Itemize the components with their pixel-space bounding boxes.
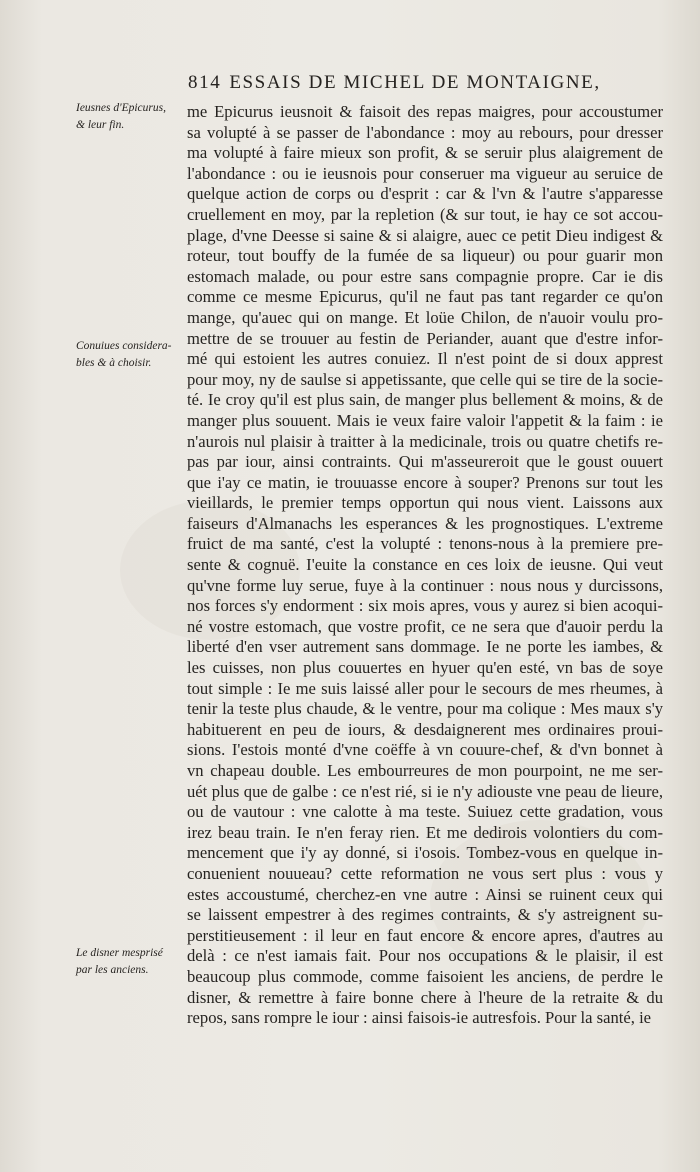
margin-note: [76, 945, 186, 979]
text-line: ma volupté à faire mieux son profit, & se seruir plus alaigrement de: [187, 143, 663, 163]
text-line: ou de vautour : vne calotte à ma teste. Suiuez cette gradation, vous: [187, 802, 663, 822]
margin-note-line: Ieusnes d'Epicurus,: [76, 102, 166, 114]
text-line: pour moy, ny de saulse si appetissante, que celle qui se tire de la socie-: [187, 369, 663, 389]
text-line: n'aurois nul plaisir à traitter à la medicinale, trois ou quatre chetifs re-: [187, 431, 663, 451]
text-line: qu'vne forme luy serue, fuye à la continuer : nous nous y durcissons,: [187, 575, 663, 595]
page-number: 814: [188, 72, 222, 93]
text-line: mencement que i'y ay donné, si i'osois. Tombez-vous en quelque in-: [187, 843, 663, 863]
text-line: manger plus souuent. Mais ie veux faire valoir l'appetit & la faim : ie: [187, 410, 663, 430]
text-line: té. Ie croy qu'il est plus sain, de manger plus bellement & moins, & de: [187, 390, 663, 410]
text-line: irez beau train. Ie n'en feray rien. Et me dedirois volontiers du com-: [187, 822, 663, 842]
margin-note-line: Le disner mesprisé: [76, 947, 163, 959]
text-line: uét plus que de galbe : ce n'est rié, si ie n'y adiouste vne peau de lieure,: [187, 781, 663, 801]
text-line: me Epicurus ieusnoit & faisoit des repas maigres, pour accoustumer: [187, 102, 663, 121]
text-line: roteur, tout bouffy de la fumée de sa liqueur) ou pour guarir mon: [187, 246, 663, 266]
text-line: conuenient nouueau? cette reformation ne vous sert plus : vous y: [187, 863, 663, 883]
margin-note-line: & leur fin.: [76, 119, 125, 131]
text-line: vieillards, le premier temps opportun qui nous vient. Laissons aux: [187, 493, 663, 513]
text-line: mange, qu'auec qui on mange. Et loüe Chilon, de n'auoir voulu pro-: [187, 307, 663, 327]
margin-note: [76, 338, 186, 372]
text-line: delà : ce n'est iamais fait. Pour nos occupations & le plaisir, il est: [187, 946, 663, 966]
text-line: plage, d'vne Deesse si saine & si alaigre, auec ce petit Dieu indigest &: [187, 225, 663, 245]
text-line: mettre de se trouuer au festin de Periander, auant que d'estre infor-: [187, 328, 663, 348]
margin-note-line: Conuiues considera-: [76, 340, 172, 352]
text-line: cruellement en moy, par la repletion (& sur tout, ie hay ce sot accou-: [187, 204, 663, 224]
text-line: se laissent empestrer à des regimes contraints, & s'y astreignent su-: [187, 905, 663, 925]
margin-note-line: par les anciens.: [76, 964, 149, 976]
text-line: tout simple : Ie me suis laissé aller pour le secours de mes rheumes, à: [187, 678, 663, 698]
text-line: estes accoustumé, cherchez-en vne autre : Ainsi se ruinent ceux qui: [187, 884, 663, 904]
text-line: sions. I'estois monté d'vne coëffe à vn couure-chef, & d'vn bonnet à: [187, 740, 663, 760]
running-title: ESSAIS DE MICHEL DE MONTAIGNE,: [229, 72, 601, 93]
text-line: les cuisses, non plus couuertes en hyuer qu'en esté, vn bas de soye: [187, 658, 663, 678]
text-line: beaucoup plus commode, comme faisoient les anciens, de perdre le: [187, 966, 663, 986]
text-line: pas par iour, ainsi contraints. Qui m'asseureroit que le goust ouuert: [187, 452, 663, 472]
text-line: quelque action de corps ou d'esprit : car & l'vn & l'autre s'apparesse: [187, 184, 663, 204]
text-line: estomach malade, ou pour estre sans compagnie propre. Car ie dis: [187, 266, 663, 286]
text-line: que i'ay ce matin, ie trouuasse encore à souper? Prenons sur tout les: [187, 472, 663, 492]
text-line: faiseurs d'Almanachs les esperances & les prognostiques. L'extreme: [187, 513, 663, 533]
text-line: repos, sans rompre le iour : ainsi faisois-ie autresfois. Pour la santé, ie: [187, 1008, 652, 1028]
text-line: perstitieusement : il leur en faut encore & encore apres, d'autres au: [187, 925, 663, 945]
text-line: vn chapeau double. Les embourreures de mon pourpoint, ne me ser-: [187, 761, 663, 780]
text-line: mé qui estoient les autres conuiez. Il n'est point de si doux apprest: [187, 349, 663, 369]
text-line: tenir la teste plus chaude, & le ventre, pour ma colique : Mes maux s'y: [187, 699, 663, 719]
body-text: [187, 102, 663, 1029]
text-line: disner, & remettre à faire bonne chere à l'heure de la retraite & du: [187, 987, 663, 1007]
text-line: habituerent en peu de iours, & desdaignerent mes ordinaires proui-: [187, 719, 663, 739]
text-line: sente & cognuë. I'euite la constance en ces loix de ieusne. Qui veut: [187, 555, 663, 575]
running-header: [188, 72, 668, 94]
text-line: liberté d'en vser autrement sans dommage. Ie ne porte les iambes, &: [187, 637, 663, 657]
text-line: nos forces s'y endorment : six mois apres, vous y aurez si bien acoqui-: [187, 596, 663, 616]
text-line: sa volupté à se passer de l'abondance : moy au rebours, pour dresser: [187, 122, 663, 142]
margin-note-line: bles & à choisir.: [76, 357, 152, 369]
text-line: l'abondance : ou ie ieusnois pour conseruer ma vigueur au seruice de: [187, 163, 663, 183]
text-line: comme ce mesme Epicurus, qu'il ne faut pas tant regarder ce qu'on: [187, 287, 663, 307]
text-line: né vostre estomach, que vostre profit, ce ne sera que d'auoir perdu la: [187, 616, 663, 636]
text-line: fruict de ma santé, c'est la volupté : tenons-nous à la premiere pre-: [187, 534, 663, 554]
margin-note: [76, 100, 186, 134]
